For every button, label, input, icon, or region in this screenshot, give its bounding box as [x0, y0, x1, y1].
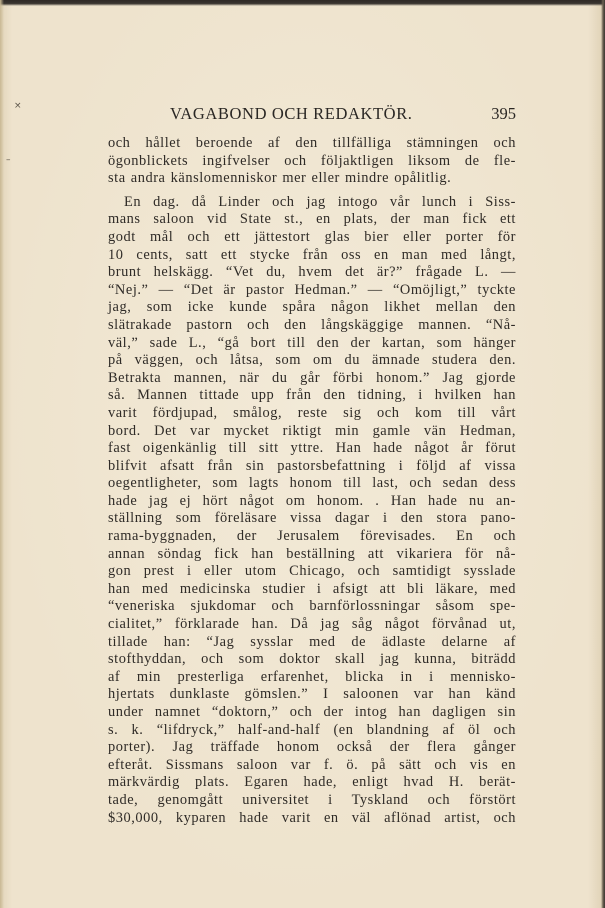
- text-line: gon prest i eller utom Chicago, och samtidigt sysslade: [108, 563, 516, 580]
- paragraph: [108, 135, 516, 188]
- body-text: [108, 135, 516, 827]
- text-line: stofthyddan, och som doktor skall jag kunna, biträdd: [108, 651, 516, 668]
- text-line: brunt helskägg. “Vet du, hvem det är?” frågade L. —: [108, 264, 516, 281]
- page-spine-edge: [0, 0, 4, 908]
- text-line: tade, genomgått universitet i Tyskland och förstört: [108, 791, 516, 808]
- text-line: märkvärdig plats. Egaren hade, enligt hvad H. berät-: [108, 774, 516, 791]
- text-line: $30,000, kyparen hade varit en väl aflönad artist, och: [108, 809, 516, 826]
- text-line: ställning som föreläsare vissa dagar i den stora pano-: [108, 510, 516, 527]
- text-line: godt mål och ett jättestort glas bier eller porter för: [108, 228, 516, 245]
- margin-tick-mark: ×: [14, 101, 22, 111]
- paragraph: [108, 194, 516, 827]
- text-line: och hållet beroende af den tillfälliga stämningen och: [108, 135, 516, 151]
- text-line: rama-byggnaden, der Jerusalem förevisades. En och: [108, 528, 516, 545]
- text-line: bord. Det var mycket riktigt min gamle vän Hedman,: [108, 422, 516, 439]
- page-number: 395: [491, 104, 516, 123]
- text-line: efteråt. Sissmans saloon var f. ö. på sätt och vis en: [108, 756, 516, 773]
- text-line: annan söndag fick han beställning att vikariera för nå-: [108, 545, 516, 562]
- text-line: väl,” sade L., “gå bort till den der kartan, som hänger: [108, 334, 516, 351]
- text-line: hade jag ej hört något om honom. . Han hade nu an-: [108, 492, 516, 509]
- text-line: “veneriska sjukdomar och barnförlossningar såsom spe-: [108, 598, 516, 615]
- text-line: “Nej.” — “Det är pastor Hedman.” — “Omöjligt,” tyckte: [108, 281, 516, 298]
- text-line: Betrakta mannen, när du går förbi honom.” Jag gjorde: [108, 369, 516, 386]
- page-header: [108, 104, 516, 128]
- text-line: sta andra känslomenniskor mer eller mindre opålitlig.: [108, 170, 452, 187]
- page-right-edge: [601, 0, 605, 908]
- text-line: mans saloon vid State st., en plats, der man fick ett: [108, 211, 516, 228]
- text-line: En dag. då Linder och jag intogo vår lunch i Siss-: [124, 193, 516, 210]
- text-line: jag, som icke kunde spåra någon likhet mellan den: [108, 299, 516, 316]
- text-line: s. k. “lifdryck,” half-and-half (en blandning af öl och: [108, 721, 516, 738]
- page-top-edge: [0, 0, 605, 6]
- text-line: 10 cents, satt ett stycke från oss en man med långt,: [108, 246, 516, 263]
- text-line: blifvit afsatt från sin pastorsbefattning i följd af vissa: [108, 457, 516, 474]
- text-line: på väggen, och låtsa, som om du ämnade studera den.: [108, 352, 516, 369]
- margin-dash-mark: –: [6, 155, 11, 165]
- text-line: cialitet,” förklarade han. Då jag såg något förvånad ut,: [108, 616, 516, 633]
- text-line: fast oigenkänlig till sitt yttre. Han hade något år förut: [108, 440, 516, 457]
- text-line: så. Mannen tittade upp från den tidning, i hvilken han: [108, 387, 516, 404]
- text-line: porter). Jag träffade honom också der flera gånger: [108, 739, 516, 756]
- text-line: under namnet “doktorn,” och der intog han dagligen sin: [108, 704, 516, 720]
- text-line: tillade han: “Jag sysslar med de ädlaste delarne af: [108, 633, 516, 650]
- text-line: ögonblickets ingifvelser och följaktligen liksom de fle-: [108, 152, 516, 169]
- text-line: af min presterliga erfarenhet, blicka in i mennisko-: [108, 668, 516, 685]
- text-line: slätrakade pastorn och den långskäggige mannen. “Nå-: [108, 316, 516, 333]
- text-line: han med medicinska studier i afsigt att bli läkare, med: [108, 580, 516, 597]
- text-line: oegentligheter, som lagts honom till last, och sedan dess: [108, 475, 516, 492]
- text-line: varit fördjupad, smålog, reste sig och kom till vårt: [108, 404, 516, 421]
- text-line: hjertats dunklaste gömslen.” I saloonen var han känd: [108, 686, 516, 703]
- running-head: VAGABOND OCH REDAKTÖR.: [170, 104, 413, 123]
